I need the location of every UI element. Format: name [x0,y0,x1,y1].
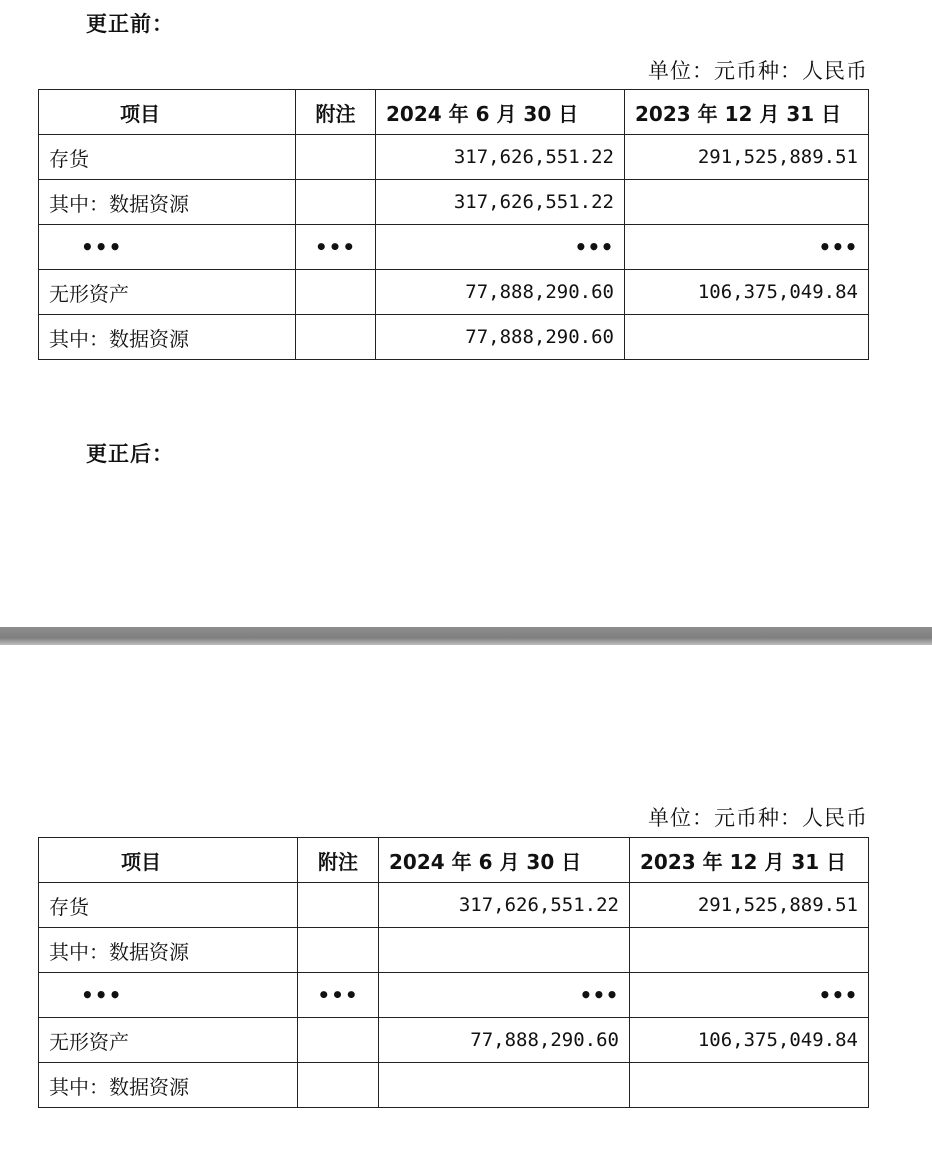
after-unit-label: 单位：元币种：人民币 [648,806,868,830]
row-note [298,928,379,973]
table-row [39,315,869,360]
row-note [296,315,376,360]
header-note: 附注 [298,838,379,883]
row-value-2023: 106,375,049.84 [630,1018,869,1063]
row-value-2024: 77,888,290.60 [376,270,625,315]
table-row [39,973,869,1018]
row-note [298,883,379,928]
row-value-2023: ••• [630,973,869,1018]
row-item: 无形资产 [39,270,296,315]
row-value-2024: 77,888,290.60 [376,315,625,360]
table-row [39,135,869,180]
header-item: 项目 [39,838,298,883]
row-note [298,1018,379,1063]
header-date-2023: 2023 年 12 月 31 日 [630,838,869,883]
row-note [298,1063,379,1108]
row-item: 存货 [39,883,298,928]
header-item: 项目 [39,90,296,135]
row-value-2023: ••• [625,225,869,270]
row-value-2023: 291,525,889.51 [630,883,869,928]
row-item: ••• [39,973,298,1018]
row-note: ••• [296,225,376,270]
row-item: 其中：数据资源 [39,928,298,973]
before-table [38,89,869,360]
row-value-2024: 77,888,290.60 [379,1018,630,1063]
row-item: ••• [39,225,296,270]
before-heading: 更正前： [86,12,174,36]
after-table [38,837,869,1108]
after-heading: 更正后： [86,442,174,466]
row-value-2023 [630,1063,869,1108]
table-header-row [39,838,869,883]
row-value-2024: ••• [379,973,630,1018]
table-row [39,270,869,315]
row-note [296,180,376,225]
row-value-2024 [379,1063,630,1108]
table-row [39,225,869,270]
row-item: 其中：数据资源 [39,315,296,360]
header-note: 附注 [296,90,376,135]
before-unit-label: 单位：元币种：人民币 [648,59,868,83]
row-item: 无形资产 [39,1018,298,1063]
row-value-2024: ••• [376,225,625,270]
row-note: ••• [298,973,379,1018]
row-item: 其中：数据资源 [39,1063,298,1108]
page-bottom [0,645,932,1162]
row-value-2024: 317,626,551.22 [376,180,625,225]
row-value-2023 [630,928,869,973]
table-row [39,928,869,973]
table-row [39,1063,869,1108]
header-date-2024: 2024 年 6 月 30 日 [379,838,630,883]
table-row [39,180,869,225]
row-note [296,270,376,315]
row-item: 其中：数据资源 [39,180,296,225]
row-value-2023: 106,375,049.84 [625,270,869,315]
row-item: 存货 [39,135,296,180]
row-value-2024: 317,626,551.22 [379,883,630,928]
row-value-2023 [625,315,869,360]
row-note [296,135,376,180]
row-value-2024 [379,928,630,973]
row-value-2024: 317,626,551.22 [376,135,625,180]
row-value-2023: 291,525,889.51 [625,135,869,180]
row-value-2023 [625,180,869,225]
header-date-2024: 2024 年 6 月 30 日 [376,90,625,135]
header-date-2023: 2023 年 12 月 31 日 [625,90,869,135]
page-break-divider [0,627,932,645]
table-row [39,1018,869,1063]
table-row [39,883,869,928]
table-header-row [39,90,869,135]
